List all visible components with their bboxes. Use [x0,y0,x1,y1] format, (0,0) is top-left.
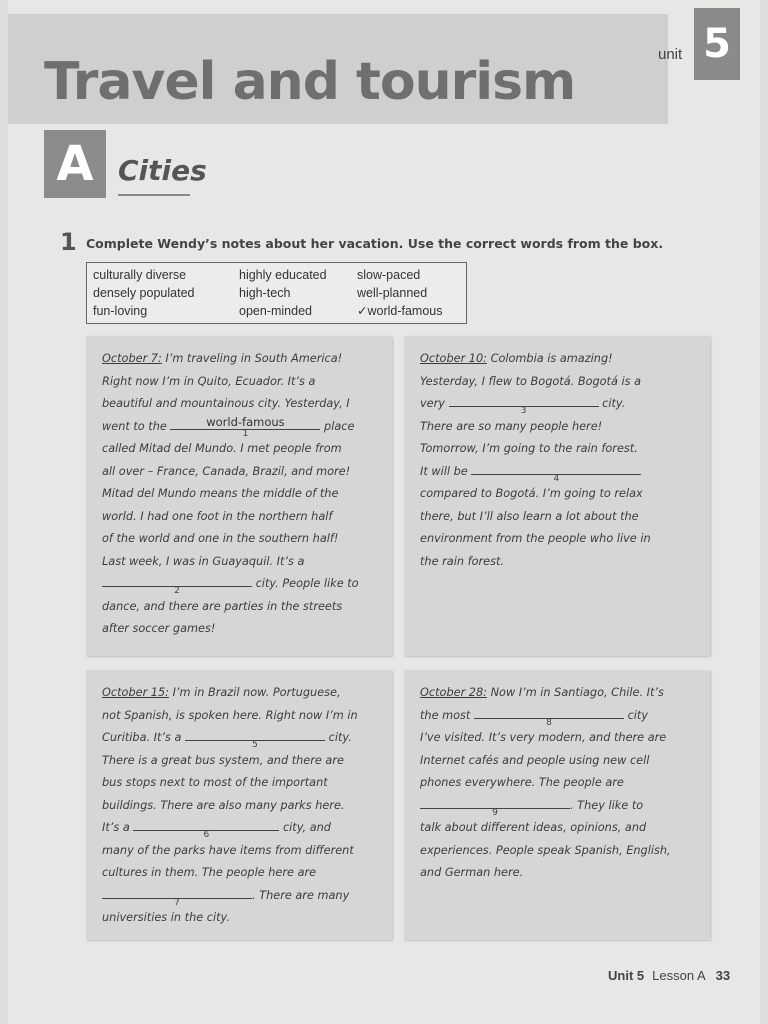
note-text: called Mitad del Mundo. I met people from [102,442,342,455]
note-text: I’m traveling in South America! [165,352,343,365]
answer-blank-5[interactable] [185,727,325,750]
note-text: . There are many [252,888,350,902]
blank-number: 7 [174,897,180,908]
note-date: October 15: [102,686,169,699]
note-text: Right now I’m in Quito, Ecuador. It’s a [102,374,316,388]
footer-unit: Unit 5 [608,968,645,983]
note-text: Mitad del Mundo means the middle of the [102,487,339,500]
note-text: I’ve visited. It’s very modern, and there are [420,731,667,744]
note-october-10 [404,336,710,656]
note-october-7 [86,336,392,656]
note-text: Last week, I was in Guayaquil. It’s a [102,554,305,568]
unit-number-badge: 5 [694,8,740,80]
footer-lesson: Lesson A [652,968,706,983]
answer-blank-4[interactable] [471,461,641,484]
page-number: 33 [715,968,731,983]
note-date: October 7: [102,352,162,365]
note-text: Now I’m in Santiago, Chile. It’s [490,686,664,699]
answer-text: world-famous [206,414,285,429]
blank-number: 5 [252,740,258,750]
note-text: Internet cafés and people using new cell [420,753,650,767]
note-text: Curitiba. It’s a [102,731,182,744]
note-text: phones everywhere. The people are [420,776,624,789]
exercise-number: 1 [60,228,77,256]
unit-label: unit [658,46,683,63]
note-text: There is a great bus system, and there are [102,753,344,767]
note-text: went to the [102,419,167,433]
note-text: city. [328,731,352,744]
blank-number: 6 [203,830,210,840]
note-text: not Spanish, is spoken here. Right now I’m in [102,708,358,722]
blank-number: 8 [546,717,552,728]
blank-number: 9 [492,807,498,818]
word-box [86,262,467,324]
exercise-instructions: Complete Wendy’s notes about her vacation. Use the correct words from the box. [86,236,664,251]
note-text: many of the parks have items from different [102,843,354,857]
note-text: there, but I’ll also learn a lot about the [420,509,639,523]
answer-blank-3[interactable] [449,393,599,416]
section-title: Cities [118,154,207,187]
note-date: October 10: [420,352,487,365]
note-text: and German here. [420,866,524,879]
word-item: fun-loving [93,304,148,318]
note-october-15 [86,670,392,940]
note-text: Colombia is amazing! [490,352,613,365]
answer-blank-8[interactable] [474,705,624,728]
note-text: Tomorrow, I’m going to the rain forest. [420,442,638,455]
note-text: of the world and one in the southern half! [102,532,339,545]
note-text: Yesterday, I flew to Bogotá. Bogotá is a [420,374,642,388]
note-text: universities in the city. [102,911,230,924]
word-item: high-tech [239,286,291,300]
answer-blank-9[interactable] [420,795,570,818]
word-item: well-planned [357,286,428,300]
note-text: dance, and there are parties in the streets [102,599,343,613]
note-text: the most [420,708,471,722]
note-text: city. [602,397,626,410]
word-item: ✓world-famous [357,304,443,318]
word-item: open-minded [239,304,312,318]
page-footer [608,968,730,983]
section-letter-badge: A [44,130,106,198]
note-text: cultures in them. The people here are [102,866,317,879]
word-item: densely populated [93,286,195,300]
note-text: place [324,419,355,433]
blank-number: 4 [553,473,560,484]
note-text: city [627,708,649,722]
answer-blank-2[interactable] [102,573,252,596]
word-grid [87,263,466,324]
answer-blank-7[interactable] [102,885,252,908]
note-text: I’m in Brazil now. Portuguese, [172,686,341,699]
workbook-page [8,0,760,1024]
note-text: beautiful and mountainous city. Yesterday, I [102,397,350,410]
word-item: highly educated [239,268,327,282]
note-text: city. People like to [255,577,359,590]
answer-blank-1[interactable] [170,414,320,439]
blank-number: 2 [174,586,180,596]
note-text: experiences. People speak Spanish, English, [420,843,671,857]
note-text: city, and [282,821,331,834]
note-text: talk about different ideas, opinions, and [420,821,647,834]
note-october-28 [404,670,710,940]
note-date: October 28: [420,686,487,699]
note-text: It’s a [102,821,130,834]
note-text: It will be [420,464,468,478]
note-text: environment from the people who live in [420,532,651,545]
note-text: There are so many people here! [420,419,603,433]
section-underline [118,194,190,196]
note-text: compared to Bogotá. I’m going to relax [420,487,643,500]
note-text: after soccer games! [102,622,216,635]
note-text: . They like to [570,798,644,812]
note-text: world. I had one foot in the northern half [102,509,333,523]
note-text: the rain forest. [420,554,504,568]
note-text: very [420,397,445,410]
blank-number: 1 [242,428,249,439]
page-title: Travel and tourism [44,52,576,112]
answer-blank-6[interactable] [133,817,279,840]
note-text: all over – France, Canada, Brazil, and more! [102,464,351,478]
word-item: culturally diverse [93,268,187,282]
word-item: slow-paced [357,268,421,282]
note-text: bus stops next to most of the important [102,776,328,789]
note-text: buildings. There are also many parks here. [102,798,345,812]
blank-number: 3 [520,406,527,416]
